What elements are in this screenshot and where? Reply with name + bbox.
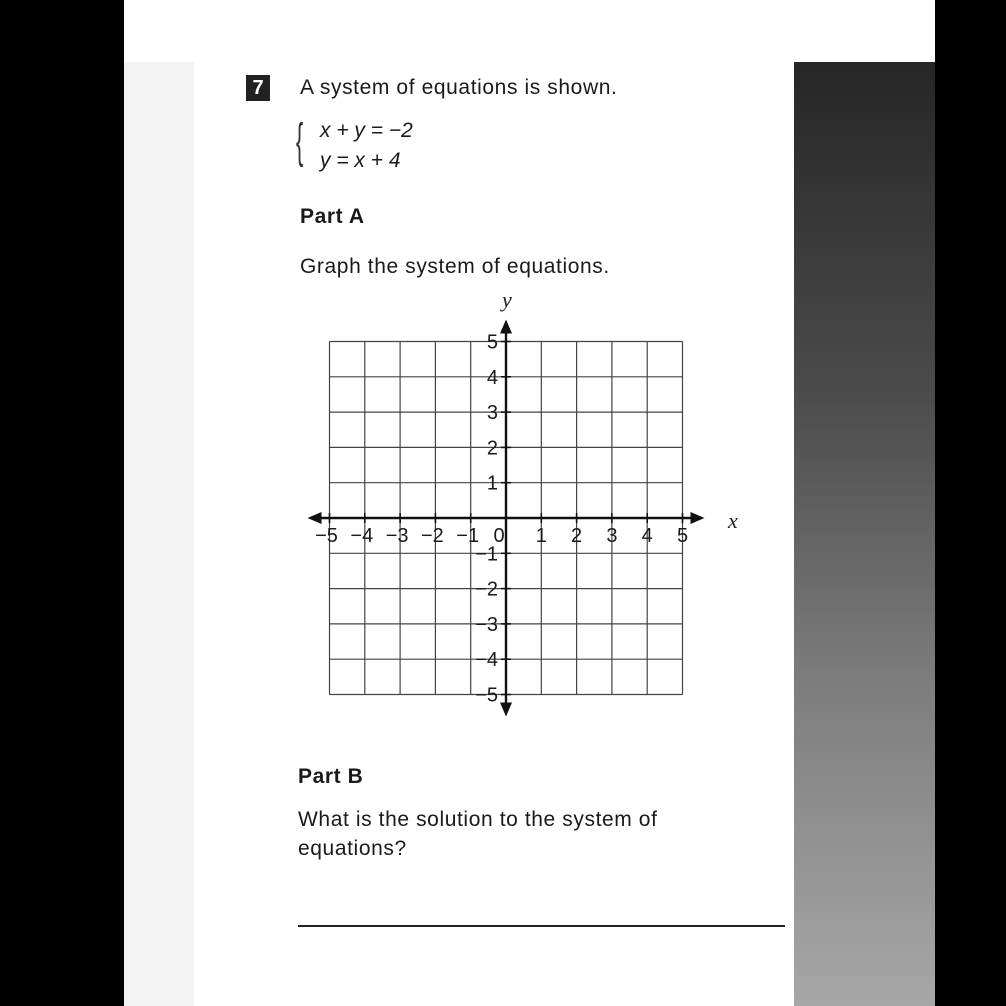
x-tick-label: 1 <box>535 525 547 547</box>
x-tick-label: 4 <box>641 525 653 547</box>
x-axis-label: x <box>728 508 738 533</box>
y-tick-label: −5 <box>475 684 498 707</box>
x-tick-label: 3 <box>606 525 618 547</box>
y-tick-label: 4 <box>486 366 498 389</box>
part-b-heading: Part B <box>298 765 364 788</box>
page-shadow <box>794 62 935 1006</box>
y-axis-label: y <box>502 287 512 312</box>
part-b-question-line-2: equations? <box>298 837 407 860</box>
equation-2: y = x + 4 <box>320 149 401 172</box>
page-top-margin <box>124 0 935 62</box>
y-tick-label: 1 <box>486 472 498 495</box>
x-arrow-right <box>691 512 705 524</box>
part-a-heading: Part A <box>300 205 365 228</box>
system-brace: { <box>296 115 304 168</box>
x-tick-label: 2 <box>571 525 583 547</box>
x-tick-label: 5 <box>676 525 689 547</box>
x-tick-label: −5 <box>315 525 338 547</box>
x-tick-label: −3 <box>385 525 409 547</box>
y-arrow-up <box>500 320 512 334</box>
question-prompt: A system of equations is shown. <box>300 76 618 99</box>
x-arrow-left <box>308 512 322 524</box>
y-tick-label: −1 <box>475 543 498 566</box>
y-tick-label: 2 <box>486 437 498 460</box>
x-tick-label: −1 <box>456 525 480 547</box>
equation-1: x + y = −2 <box>320 119 413 142</box>
y-tick-label: −4 <box>475 649 498 672</box>
x-tick-label: −4 <box>350 525 374 547</box>
page-left-margin <box>124 62 194 1006</box>
answer-line[interactable] <box>298 925 785 927</box>
y-arrow-down <box>500 703 512 717</box>
part-a-instruction: Graph the system of equations. <box>300 255 610 278</box>
axes <box>308 320 705 717</box>
part-b-question-line-1: What is the solution to the system of <box>298 808 658 831</box>
question-number: 7 <box>246 75 270 101</box>
y-tick-label: −2 <box>475 578 498 601</box>
x-tick-labels <box>315 525 688 547</box>
x-tick-label: 0 <box>493 525 505 547</box>
coordinate-grid[interactable] <box>290 285 750 735</box>
y-tick-label: 5 <box>486 331 498 354</box>
y-tick-label: 3 <box>486 402 498 425</box>
x-tick-label: −2 <box>420 525 444 547</box>
y-tick-label: −3 <box>475 613 498 636</box>
